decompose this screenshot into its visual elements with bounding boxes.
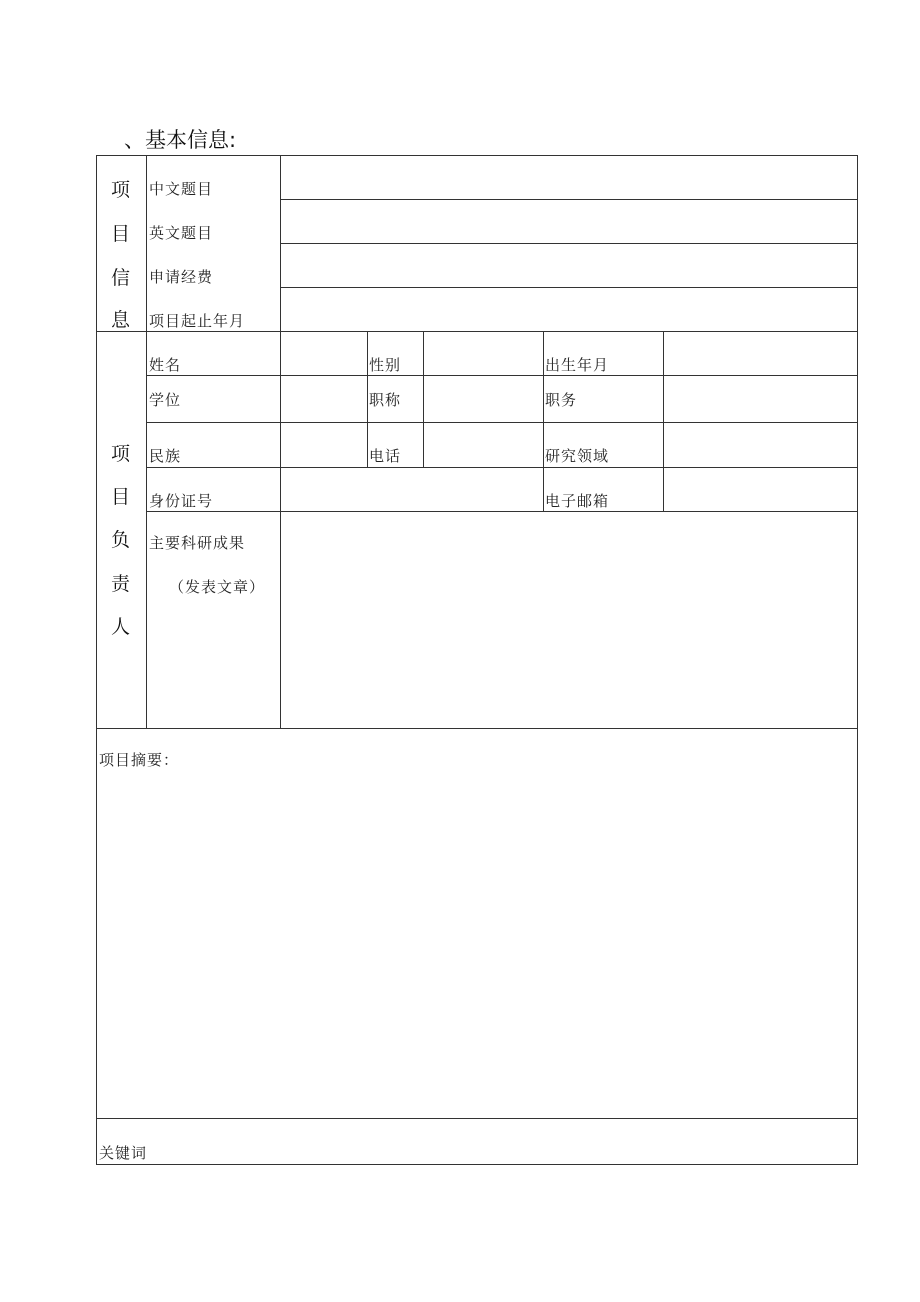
keywords-field[interactable] [156, 1120, 856, 1163]
row-line [280, 199, 858, 200]
degree-label: 学位 [149, 391, 182, 409]
gender-field[interactable] [425, 333, 542, 374]
english-title-label: 英文题目 [149, 224, 214, 242]
row-line [146, 511, 858, 512]
row-line [146, 422, 858, 423]
chinese-title-label: 中文题目 [149, 180, 214, 198]
gender-label: 性别 [369, 356, 402, 374]
col-line [543, 331, 544, 511]
title-field[interactable] [425, 377, 542, 421]
id-number-label: 身份证号 [149, 492, 214, 510]
name-label: 姓名 [149, 356, 182, 374]
row-line [96, 1118, 858, 1119]
col-line [663, 331, 664, 511]
position-field[interactable] [665, 377, 856, 421]
row-line [280, 243, 858, 244]
funding-field[interactable] [282, 245, 856, 286]
row-line [280, 287, 858, 288]
project-period-field[interactable] [282, 289, 856, 330]
position-label: 职务 [545, 391, 578, 409]
leader-char: 负 [111, 529, 131, 551]
border-right [857, 155, 858, 1165]
block-line [96, 331, 858, 332]
leader-char: 目 [111, 486, 131, 508]
border-bottom [96, 1164, 858, 1165]
name-field[interactable] [282, 333, 366, 374]
border-top [96, 155, 858, 156]
label-divider [280, 155, 281, 728]
english-title-field[interactable] [282, 201, 856, 242]
achievements-field[interactable] [282, 513, 856, 727]
col-line [367, 331, 368, 467]
ethnicity-label: 民族 [149, 447, 182, 465]
abstract-field[interactable] [98, 773, 856, 1116]
project-period-label: 项目起止年月 [149, 312, 246, 330]
project-info-char: 息 [111, 309, 131, 331]
title-label: 职称 [369, 391, 402, 409]
block-line [96, 728, 858, 729]
col-line [423, 331, 424, 467]
email-field[interactable] [665, 469, 856, 510]
project-info-char: 目 [111, 223, 131, 245]
border-left [96, 155, 97, 1165]
research-field-field[interactable] [665, 424, 856, 466]
project-info-char: 信 [111, 267, 131, 289]
email-label: 电子邮箱 [545, 492, 610, 510]
achievements-label: 主要科研成果 [149, 534, 246, 552]
birth-label: 出生年月 [545, 356, 610, 374]
section-divider [146, 155, 147, 728]
section-heading: 、基本信息: [124, 128, 237, 152]
id-number-field[interactable] [282, 469, 542, 510]
basic-info-form [96, 155, 858, 1165]
achievements-sub-label: （发表文章） [169, 578, 266, 596]
leader-char: 人 [111, 616, 131, 638]
research-field-label: 研究领域 [545, 447, 610, 465]
leader-char: 责 [111, 573, 131, 595]
row-line [146, 375, 858, 376]
degree-field[interactable] [282, 377, 366, 421]
abstract-label: 项目摘要： [99, 751, 180, 769]
leader-char: 项 [111, 443, 131, 465]
keywords-label: 关键词 [99, 1144, 148, 1162]
ethnicity-field[interactable] [282, 424, 366, 466]
phone-field[interactable] [425, 424, 542, 466]
funding-label: 申请经费 [149, 268, 214, 286]
row-line [146, 467, 858, 468]
chinese-title-field[interactable] [282, 157, 856, 198]
phone-label: 电话 [369, 447, 402, 465]
project-info-char: 项 [111, 179, 131, 201]
birth-field[interactable] [665, 333, 856, 374]
